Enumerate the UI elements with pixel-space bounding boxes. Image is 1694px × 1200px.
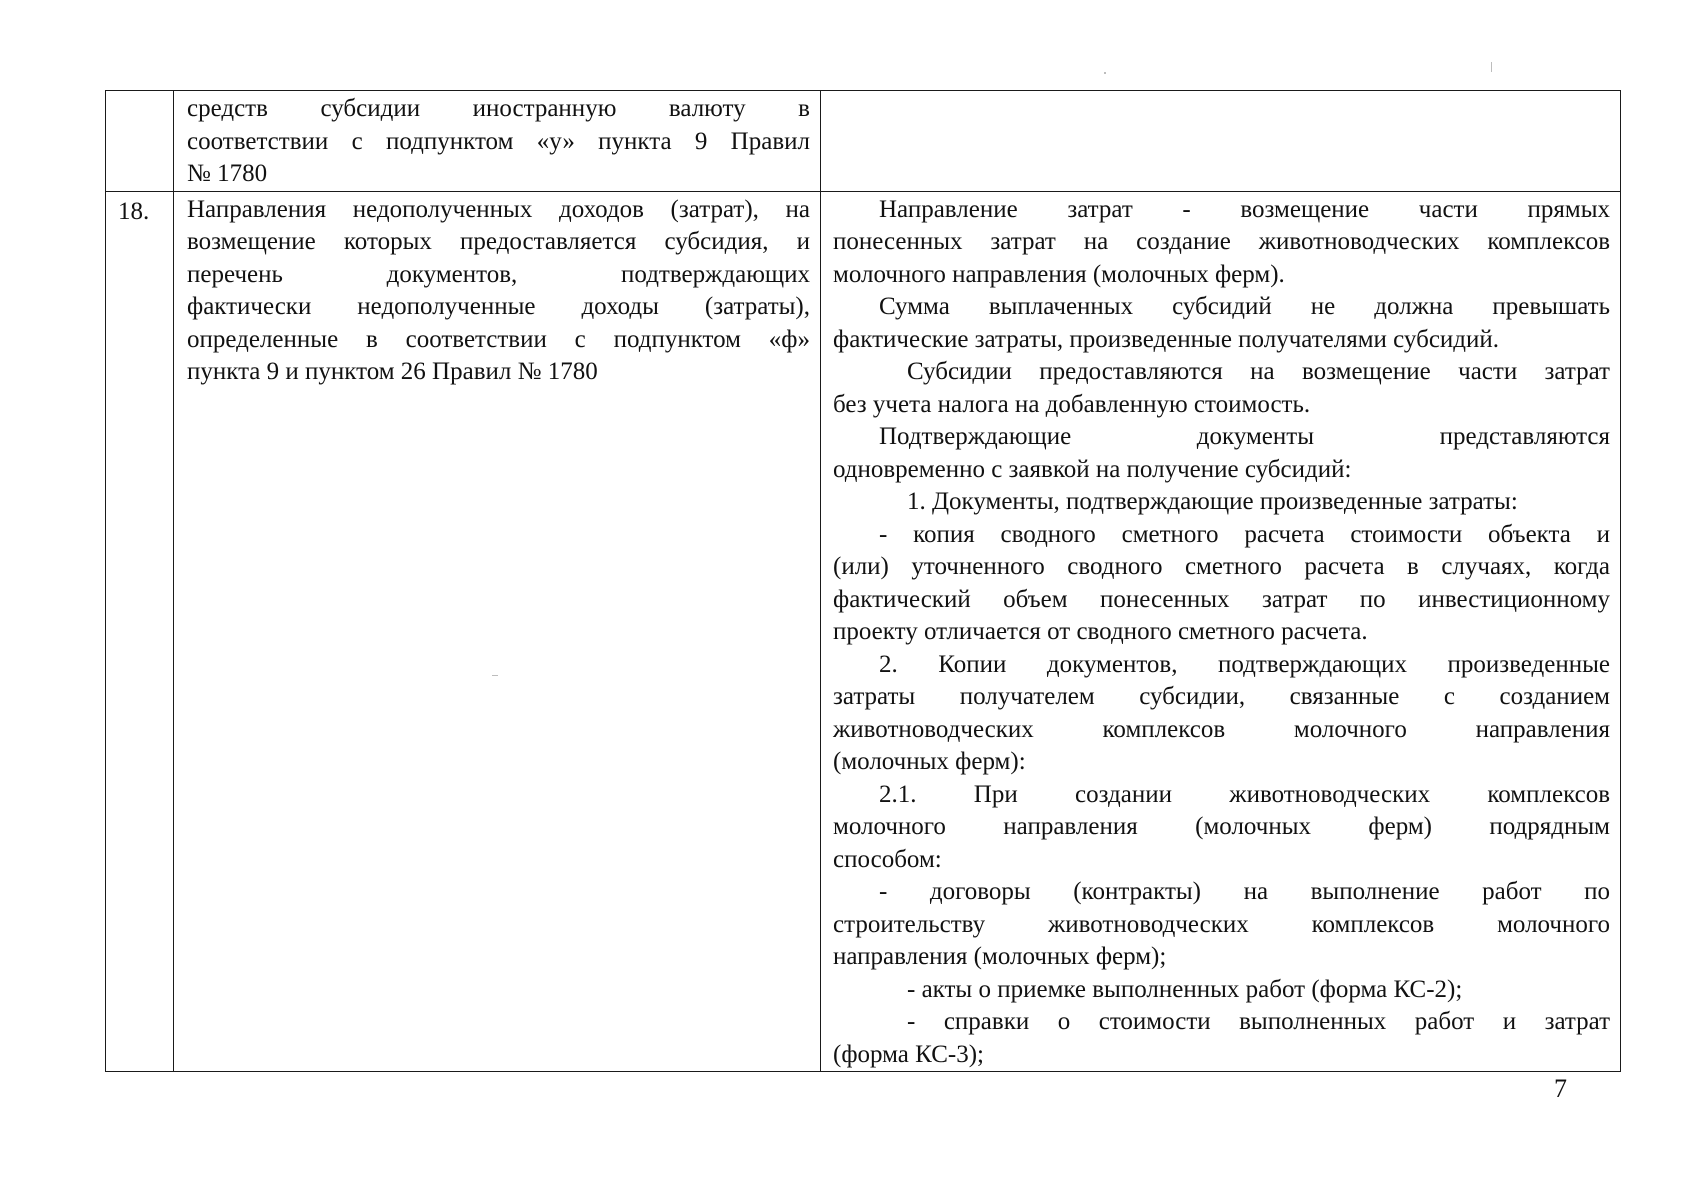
text-line: (форма КС-3);	[833, 1040, 984, 1068]
text-line: 1. Документы, подтверждающие произведенные затраты:	[907, 488, 1518, 515]
prev-row-left-cell	[174, 91, 821, 192]
text-line: Субсидии предоставляются на возмещение части затрат	[907, 358, 1610, 385]
text-line: затраты получателем субсидии, связанные с созданием	[833, 683, 1610, 710]
text-line: определенные в соответствии с подпунктом «ф»	[187, 325, 810, 353]
row-number-cell	[106, 91, 174, 192]
text-line: № 1780	[187, 160, 268, 187]
text-line: средств субсидии иностранную валюту в	[187, 95, 810, 122]
text-line: 2.1. При создании животноводческих комплексов	[879, 780, 1610, 808]
text-line: возмещение которых предоставляется субсидия, и	[187, 228, 810, 255]
document-table	[105, 90, 1621, 1072]
text-line: направления (молочных ферм);	[833, 943, 1167, 970]
text-line: - акты о приемке выполненных работ (форма КС-2);	[907, 975, 1463, 1003]
text-line: (или) уточненного сводного сметного расчета в случаях, когда	[833, 553, 1610, 580]
text-line: фактически недополученные доходы (затраты),	[187, 293, 810, 320]
text-line: Сумма выплаченных субсидий не должна превышать	[879, 293, 1610, 320]
scan-mark	[1104, 72, 1106, 74]
row-number: 18.	[118, 197, 150, 225]
text-line: Направления недополученных доходов (затрат), на	[187, 195, 810, 223]
text-line: - договоры (контракты) на выполнение работ по	[879, 878, 1610, 905]
text-line: соответствии с подпунктом «у» пункта 9 Правил	[187, 127, 810, 155]
text-line: Направление затрат - возмещение части прямых	[879, 195, 1610, 223]
text-line: перечень документов, подтверждающих	[187, 260, 810, 288]
text-line: - справки о стоимости выполненных работ и затрат	[907, 1008, 1610, 1035]
row-18-right-cell	[821, 191, 1621, 1072]
scan-mark	[1491, 62, 1492, 72]
text-line: строительству животноводческих комплексов молочного	[833, 910, 1610, 938]
text-line: Подтверждающие документы представляются	[879, 423, 1610, 450]
text-line: молочного направления (молочных ферм).	[833, 260, 1285, 288]
text-line: одновременно с заявкой на получение субсидий:	[833, 455, 1352, 483]
text-line: способом:	[833, 845, 942, 873]
text-line: (молочных ферм):	[833, 748, 1026, 775]
prev-row-right-cell	[821, 91, 1621, 192]
text-line: 2. Копии документов, подтверждающих произведенные	[879, 650, 1610, 678]
page-number: 7	[1554, 1074, 1567, 1103]
text-line: понесенных затрат на создание животноводческих комплексов	[833, 228, 1610, 255]
text-line: животноводческих комплексов молочного направления	[833, 715, 1610, 743]
row-18-left-cell	[174, 191, 821, 1072]
text-line: проекту отличается от сводного сметного расчета.	[833, 618, 1368, 645]
text-line: фактический объем понесенных затрат по инвестиционному	[833, 585, 1610, 613]
table-row	[106, 191, 1621, 1072]
text-line: пункта 9 и пунктом 26 Правил № 1780	[187, 358, 598, 385]
table-row	[106, 91, 1621, 192]
text-line: - копия сводного сметного расчета стоимости объекта и	[879, 520, 1610, 548]
text-line: фактические затраты, произведенные получателями субсидий.	[833, 325, 1500, 353]
text-line: без учета налога на добавленную стоимость.	[833, 390, 1311, 418]
row-number-cell	[106, 191, 174, 1072]
text-line: молочного направления (молочных ферм) подрядным	[833, 813, 1610, 840]
